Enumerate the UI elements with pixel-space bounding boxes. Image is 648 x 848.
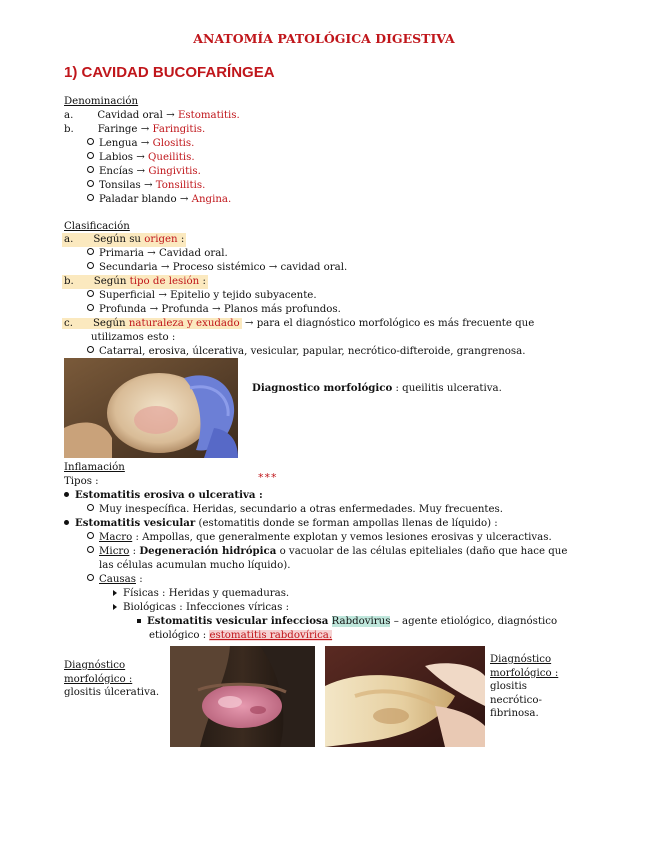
clasificacion-item-c-cont: utilizamos esto : [91,332,176,343]
section-heading: 1) CAVIDAD BUCOFARÍNGEA [64,64,275,81]
bullet-circle-icon [87,546,94,553]
bullet-circle-icon [87,346,94,353]
lesion-photo-tongue [170,646,315,747]
list-item: Encías → Gingivitis. [87,165,201,179]
clasificacion-item-a: a. Según su origen : [64,234,185,245]
clasificacion-item-b: b. Según tipo de lesión : [64,276,206,287]
lesion-photo-necrotic-tongue [325,646,485,747]
micro-cont: las células acumulan mucho líquido). [99,560,291,571]
clasificacion-item-c: c. Según naturaleza y exudado → para el diagnóstico morfológico es más frecuente que [64,318,535,329]
bullet-circle-icon [87,304,94,311]
bullet-circle-icon [87,194,94,201]
bullet-arrow-icon [113,590,117,596]
list-item: Secundaria → Proceso sistémico → cavidad oral. [87,261,347,275]
denominacion-item-a: a. Cavidad oral → Estomatitis. [64,110,240,121]
bullet-arrow-icon [113,604,117,610]
tipos-label: Tipos : [64,476,99,487]
vesicular-title: Estomatitis vesicular (estomatitis donde se forman ampollas llenas de líquido) : [64,517,498,531]
list-item: Muy inespecífica. Heridas, secundario a otras enfermedades. Muy frecuentes. [87,503,503,517]
denominacion-heading: Denominación [64,96,139,107]
bullet-circle-icon [87,138,94,145]
list-item: Paladar blando → Angina. [87,193,231,207]
page-title: ANATOMÍA PATOLÓGICA DIGESTIVA [193,31,455,46]
list-item: Primaria → Cavidad oral. [87,247,228,261]
list-item: Catarral, erosiva, úlcerativa, vesicular, papular, necrótico-difteroide, grangrenosa. [87,345,525,359]
list-item: Micro : Degeneración hidrópica o vacuolar de las células epiteliales (daño que hace que [87,545,567,559]
bullet-circle-icon [87,180,94,187]
bullet-dot-icon [64,492,69,497]
list-item: Labios → Queilitis. [87,151,195,165]
bullet-circle-icon [87,166,94,173]
list-item: Físicas : Heridas y quemaduras. [113,587,289,601]
bullet-circle-icon [87,262,94,269]
clasificacion-heading: Clasificación [64,221,130,232]
caption-diagnostico-3: Diagnóstico morfológico : glositis necrótico- fibrinosa. [490,654,559,720]
inflamacion-heading: Inflamación [64,462,125,473]
bullet-circle-icon [87,574,94,581]
bullet-circle-icon [87,152,94,159]
lesion-photo-lip [64,358,238,458]
list-item: Profunda → Profunda → Planos más profundos. [87,303,341,317]
list-item: Estomatitis vesicular infecciosa Rabdovirus – agente etiológico, diagnóstico [137,615,557,629]
list-item: Causas : [87,573,143,587]
caption-diagnostico-1: Diagnostico morfológico : queilitis ulcerativa. [252,382,502,394]
list-item: Lengua → Glositis. [87,137,194,151]
list-item: Tonsilas → Tonsilitis. [87,179,205,193]
importance-stars: *** [258,471,278,484]
list-item: Biológicas : Infecciones víricas : [113,601,289,615]
bullet-circle-icon [87,290,94,297]
list-item: Superficial → Epitelio y tejido subyacente. [87,289,317,303]
bullet-circle-icon [87,532,94,539]
list-item: Macro : Ampollas, que generalmente explotan y vemos lesiones erosivas y ulceractivas. [87,531,552,545]
denominacion-item-b: b. Faringe → Faringitis. [64,124,206,135]
bullet-dot-icon [64,520,69,525]
bullet-square-icon [137,619,141,623]
evi-cont: etiológico : estomatitis rabdovírica. [149,630,333,641]
bullet-circle-icon [87,248,94,255]
bullet-circle-icon [87,504,94,511]
erosiva-title: Estomatitis erosiva o ulcerativa : [64,489,263,503]
caption-diagnostico-2: Diagnóstico morfológico : glositis úlcerativa. [64,660,160,699]
